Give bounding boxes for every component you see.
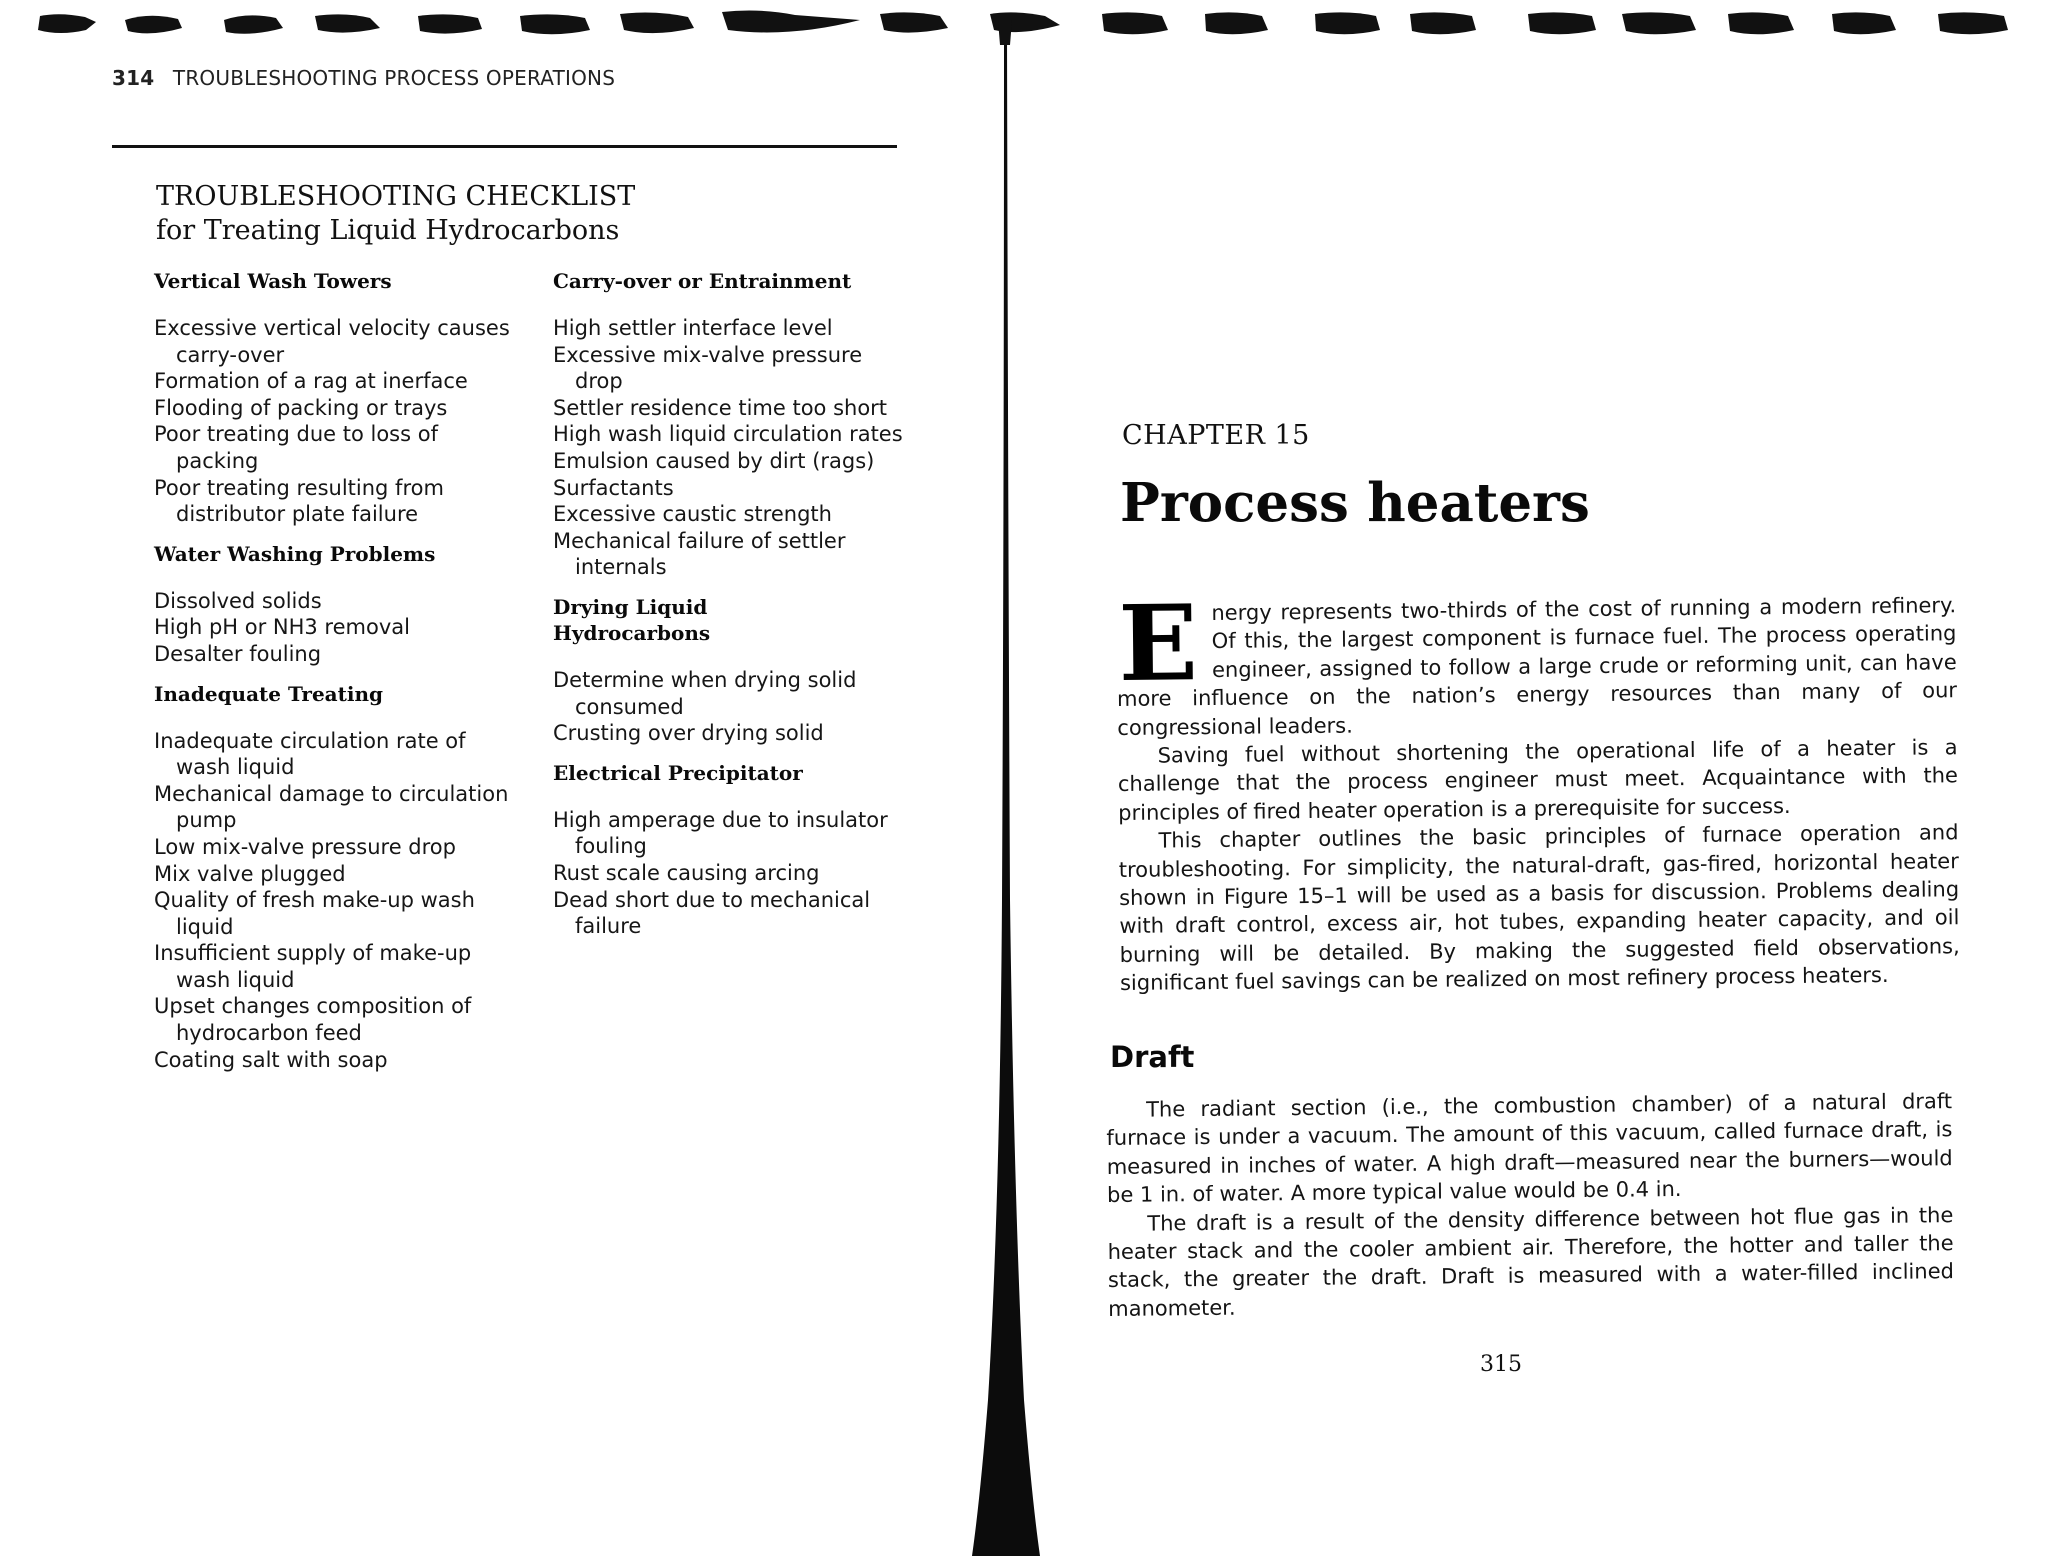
section-heading: Water Washing Problems — [154, 541, 436, 566]
section-heading: Inadequate Treating — [154, 681, 383, 706]
checklist-items — [553, 315, 913, 581]
checklist-section — [553, 594, 913, 747]
chapter-label: CHAPTER 15 — [1122, 420, 1310, 451]
checklist-items — [553, 667, 913, 747]
checklist-column-2 — [553, 268, 913, 953]
section-heading: Carry-over or Entrainment — [553, 269, 852, 293]
checklist-item: Dissolved solids — [154, 588, 322, 613]
running-head-title: TROUBLESHOOTING PROCESS OPERATIONS — [172, 66, 616, 90]
checklist-item: Mix valve plugged — [154, 861, 346, 886]
checklist-item: High settler interface level — [553, 316, 833, 340]
right-page — [1060, 0, 2048, 1556]
intro-paragraph: Saving fuel without shortening the operational life of a heater is a challenge that the process engineer must meet. Acquaintance with the principles of fired heater operation is a prerequisite for success. — [1117, 735, 1959, 825]
checklist-item: Coating salt with soap — [154, 1047, 388, 1072]
left-page — [0, 0, 1000, 1556]
header-rule — [112, 145, 897, 148]
checklist-section — [553, 268, 913, 581]
checklist-items — [154, 588, 514, 668]
checklist-item: High wash liquid circulation rates — [553, 422, 903, 447]
checklist-item: Excessive mix-valve pressure drop — [553, 342, 863, 394]
checklist-heading — [156, 180, 635, 248]
checklist-item: Flooding of packing or trays — [154, 395, 448, 420]
checklist-item: Mechanical damage to circulation pump — [154, 781, 509, 833]
drop-cap: E — [1117, 581, 1199, 705]
section-heading: Electrical Precipitator — [553, 760, 803, 785]
checklist-item: Surfactants — [553, 475, 674, 500]
running-head — [112, 66, 615, 90]
body-paragraph: The draft is a result of the density difference between hot flue gas in the heater stack and the cooler ambient air. Therefore, the hotter and taller the stack, the greater the draft. Draft is measured with a water-filled inclined manometer. — [1107, 1202, 1955, 1321]
checklist-items — [154, 728, 514, 1074]
checklist-item: Poor treating due to loss of packing — [154, 422, 438, 473]
draft-section-body — [1106, 1087, 1954, 1323]
section-heading: Vertical Wash Towers — [154, 269, 392, 293]
checklist-item: Low mix-valve pressure drop — [154, 834, 456, 859]
checklist-item: High pH or NH3 removal — [154, 615, 410, 640]
page-number-right: 315 — [1480, 1352, 1522, 1377]
intro-paragraph-text: nergy represents two-thirds of the cost of running a modern refinery. Of this, the largest component is furnace fuel. The process operating engineer, assigned to follow a large crude or reforming unit, can have more influence on the nation’s energy resources than many of our congressional leaders. — [1116, 593, 1958, 740]
body-paragraph: The radiant section (i.e., the combustion chamber) of a natural draft furnace is under a vacuum. The amount of this vacuum, called furnace draft, is measured in inches of water. A high draft—measured near the burners—would be 1 in. of water. A more typical value would be 0.4 in. — [1106, 1089, 1953, 1208]
checklist-section — [154, 541, 514, 668]
intro-paragraph — [1116, 581, 1958, 742]
checklist-section — [154, 681, 514, 1074]
checklist-item: Rust scale causing arcing — [553, 860, 820, 885]
checklist-section — [154, 268, 514, 528]
checklist-item: Insufficient supply of make-up wash liquid — [154, 941, 472, 992]
checklist-item: Upset changes composition of hydrocarbon feed — [154, 994, 472, 1046]
checklist-item: Mechanical failure of settler internals — [553, 528, 846, 580]
checklist-item: Settler residence time too short — [553, 395, 888, 420]
page-number-left: 314 — [112, 66, 155, 90]
checklist-item: Emulsion caused by dirt (rags) — [553, 448, 875, 473]
checklist-subtitle: for Treating Liquid Hydrocarbons — [156, 215, 620, 246]
checklist-item: Quality of fresh make-up wash liquid — [154, 888, 475, 939]
section-heading-draft: Draft — [1110, 1040, 1195, 1074]
chapter-title: Process heaters — [1120, 472, 1590, 534]
checklist-item: Crusting over drying solid — [553, 721, 824, 746]
checklist-item: Inadequate circulation rate of wash liquid — [154, 728, 466, 780]
checklist-title: TROUBLESHOOTING CHECKLIST — [156, 181, 636, 212]
section-heading: Drying Liquid Hydrocarbons — [553, 594, 711, 645]
chapter-intro — [1116, 581, 1960, 997]
checklist-item: Determine when drying solid consumed — [553, 667, 857, 719]
checklist-item: Dead short due to mechanical failure — [553, 887, 871, 939]
checklist-item: High amperage due to insulator fouling — [553, 807, 888, 859]
checklist-item: Desalter fouling — [154, 641, 322, 666]
intro-paragraph: This chapter outlines the basic principles of furnace operation and troubleshooting. For simplicity, the natural-draft, gas-fired, horizontal heater shown in Figure 15–1 will be used as a basis for discussion. Problems dealing with draft control, excess air, hot tubes, expanding heater capacity, and oil burning will be detailed. By making the suggested field observations, significant fuel savings can be realized on most refinery process heaters. — [1118, 820, 1960, 996]
checklist-section — [553, 760, 913, 940]
checklist-item: Poor treating resulting from distributor plate failure — [154, 475, 444, 527]
checklist-items — [154, 315, 514, 528]
checklist-items — [553, 807, 913, 940]
checklist-item: Excessive vertical velocity causes carry-over — [154, 316, 510, 367]
checklist-column-1 — [154, 268, 514, 1086]
checklist-item: Formation of a rag at inerface — [154, 369, 468, 394]
checklist-item: Excessive caustic strength — [553, 502, 832, 527]
